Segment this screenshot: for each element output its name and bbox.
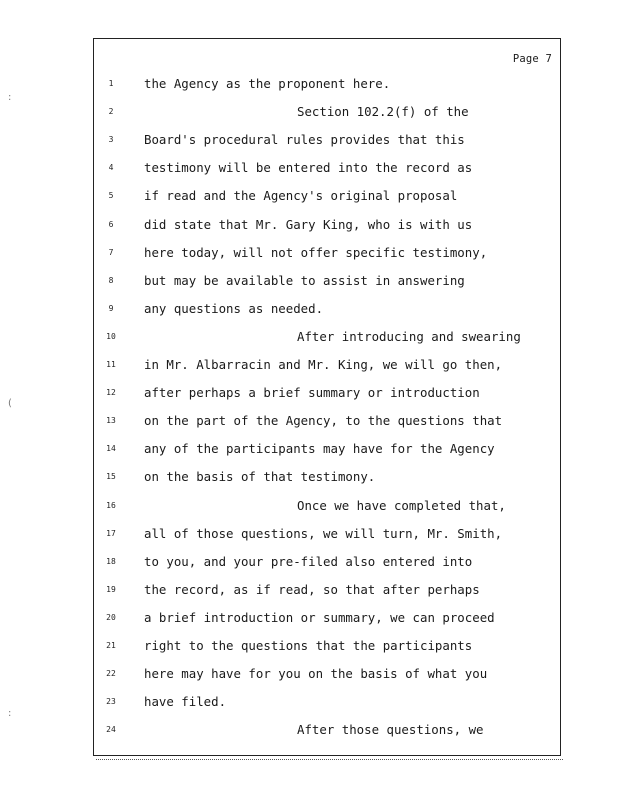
transcript-line xyxy=(94,160,562,180)
line-text: to you, and your pre-filed also entered into xyxy=(144,553,473,569)
line-text: all of those questions, we will turn, Mr. Smith, xyxy=(144,525,503,541)
line-number: 5 xyxy=(108,191,114,201)
line-number: 21 xyxy=(106,641,116,650)
line-text: Section 102.2(f) of the xyxy=(297,104,469,120)
line-number: 20 xyxy=(106,612,116,622)
line-text: After introducing and swearing xyxy=(297,328,521,344)
line-text: here today, will not offer specific testimony, xyxy=(144,244,488,260)
line-number: 6 xyxy=(108,219,114,229)
line-text: on the part of the Agency, to the questions that xyxy=(144,413,503,429)
transcript-line xyxy=(94,638,562,658)
line-number: 15 xyxy=(106,472,116,482)
line-number: 3 xyxy=(108,135,114,145)
line-number: 11 xyxy=(106,360,116,369)
transcript-line xyxy=(94,498,562,518)
line-number: 13 xyxy=(106,416,116,426)
margin-mark-bottom: : xyxy=(8,708,12,719)
line-text: after perhaps a brief summary or introduction xyxy=(144,385,480,401)
transcript-line xyxy=(94,132,562,152)
transcript-line xyxy=(94,666,562,686)
transcript-line xyxy=(94,694,562,714)
line-number: 2 xyxy=(108,107,114,117)
line-text: a brief introduction or summary, we can proceed xyxy=(144,609,495,625)
transcript-line xyxy=(94,722,562,742)
line-number: 8 xyxy=(108,275,114,285)
line-text: Once we have completed that, xyxy=(297,497,506,513)
margin-mark-middle: ( xyxy=(8,398,12,409)
line-number: 17 xyxy=(106,528,116,538)
line-number: 18 xyxy=(106,556,116,566)
line-text: any of the participants may have for the Agency xyxy=(144,441,495,457)
transcript-page xyxy=(93,38,561,756)
line-text: did state that Mr. Gary King, who is with us xyxy=(144,216,473,232)
line-number: 14 xyxy=(106,444,116,454)
line-text: testimony will be entered into the record as xyxy=(144,160,473,176)
transcript-line xyxy=(94,469,562,489)
line-number: 1 xyxy=(108,79,114,88)
line-number: 16 xyxy=(106,500,116,510)
line-text: the Agency as the proponent here. xyxy=(144,76,391,91)
line-number: 24 xyxy=(106,725,116,735)
transcript-line xyxy=(94,582,562,602)
line-text: right to the questions that the participants xyxy=(144,638,473,653)
line-text: but may be available to assist in answering xyxy=(144,272,465,288)
line-text: the record, as if read, so that after perhaps xyxy=(144,581,480,597)
line-number: 9 xyxy=(108,303,114,313)
transcript-line xyxy=(94,245,562,265)
line-number: 7 xyxy=(108,247,114,257)
line-text: any questions as needed. xyxy=(144,300,324,316)
transcript-line xyxy=(94,329,562,349)
line-number: 10 xyxy=(106,331,116,341)
transcript-line xyxy=(94,357,562,377)
transcript-line xyxy=(94,76,562,96)
line-number: 19 xyxy=(106,584,116,594)
transcript-line xyxy=(94,554,562,574)
line-number: 12 xyxy=(106,388,116,398)
line-text: here may have for you on the basis of what you xyxy=(144,666,488,682)
page-number: Page 7 xyxy=(512,53,552,65)
transcript-line xyxy=(94,441,562,461)
margin-mark-top: : xyxy=(8,92,12,103)
line-number: 23 xyxy=(106,697,116,707)
line-number: 22 xyxy=(106,669,116,679)
transcript-line xyxy=(94,188,562,208)
transcript-line xyxy=(94,413,562,433)
line-text: if read and the Agency's original proposal xyxy=(144,188,458,204)
transcript-line xyxy=(94,526,562,546)
transcript-line xyxy=(94,217,562,237)
line-text: After those questions, we xyxy=(297,722,484,738)
transcript-line xyxy=(94,610,562,630)
line-text: in Mr. Albarracin and Mr. King, we will go then, xyxy=(144,357,503,372)
transcript-line xyxy=(94,301,562,321)
line-text: on the basis of that testimony. xyxy=(144,469,376,485)
line-text: Board's procedural rules provides that this xyxy=(144,132,465,148)
transcript-line xyxy=(94,104,562,124)
line-text: have filed. xyxy=(144,694,227,710)
transcript-line xyxy=(94,385,562,405)
line-number: 4 xyxy=(108,163,114,173)
transcript-line xyxy=(94,273,562,293)
